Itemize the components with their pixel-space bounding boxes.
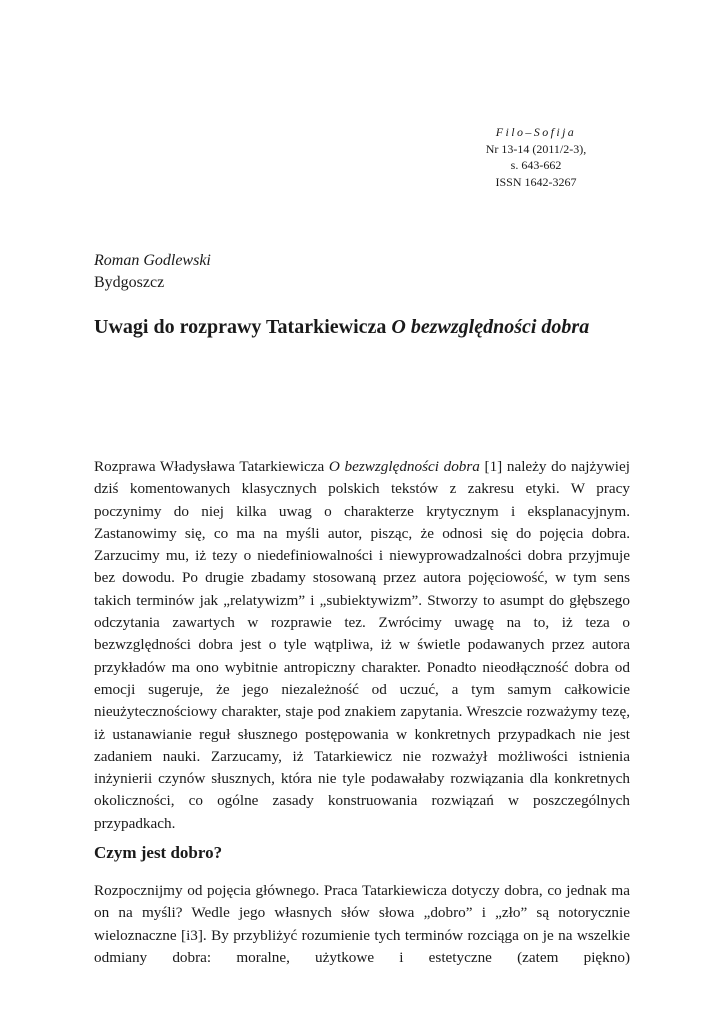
journal-issue: Nr 13-14 (2011/2-3), <box>485 141 587 156</box>
author-block <box>94 250 211 294</box>
section-heading: Czym jest dobro? <box>94 843 223 862</box>
section-paragraph: Rozpocznijmy od pojęcia głównego. Praca Tatarkiewicza dotyczy dobra, co jednak ma on na myśli? Wedle jego własnych słów słowa „dobro” i „zło” są notorycznie wieloznaczne [i3]. By przybliżyć rozumienie tych terminów rozciąga on je na wszelkie odmiany dobra: moralne, użytkowe i estetyczne (zatem piękno) <box>94 882 630 966</box>
abstract-part1: Rozprawa Władysława Tatarkiewicza <box>94 458 329 475</box>
journal-pages: s. 643-662 <box>510 158 562 172</box>
abstract <box>94 456 630 835</box>
abstract-italic-title: O bezwzględności dobra <box>328 458 480 475</box>
title-italic: O bezwzględności dobra <box>391 316 590 338</box>
abstract-part2: [1] należy do najżywiej dziś komentowanych klasycznych polskich tekstów z zakresu etyki. W pracy poczynimy do niej kilka uwag o charakterze krytycznym i eksplanacyjnym. Zastanowimy się, co ma na myśli autor, pisząc, że odnosi się do pojęcia dobra. Zarzucimy mu, iż tezy o niedefiniowalności i niewyprowadzalności dobra przyjmuje bez dowodu. Po drugie zbadamy stosowaną przez autora pojęciowość, w tym sens takich terminów jak „relatywizm” i „subiektywizm”. Stworzy to asumpt do głębszego odczytania zawartych w rozprawie tez. Zwrócimy uwagę na to, iż teza o bezwzględności dobra jest o tyle wątpliwa, iż w świetle podawanych przez autora przykładów ma ono wybitnie antropiczny charakter. Ponadto nieodłączność dobra od emocji sugeruje, że jego niezależność od uczuć, a tym samym całkowicie nieużytecznościowy charakter, staje pod znakiem zapytania. Wreszcie rozważymy tezę, iż ustanawianie reguł słusznego postępowania w konkretnych przypadkach nie jest zadaniem nauki. Zarzucamy, iż Tatarkiewicz nie rozważył możliwości istnienia inżynierii czynów słusznych, która nie tyle podawałaby rozwiązania dla konkretnych okoliczności, co ogólne zasady konstruowania rozwiązań w poszczególnych przypadkach. <box>94 458 630 832</box>
title-plain: Uwagi do rozprawy Tatarkiewicza <box>94 316 392 338</box>
article-title <box>94 314 630 340</box>
journal-issn: ISSN 1642-3267 <box>495 174 577 189</box>
journal-info <box>440 124 632 190</box>
author-city: Bydgoszcz <box>94 274 165 291</box>
journal-name: Filo–Sofija <box>495 125 577 139</box>
author-name: Roman Godlewski <box>94 252 211 269</box>
